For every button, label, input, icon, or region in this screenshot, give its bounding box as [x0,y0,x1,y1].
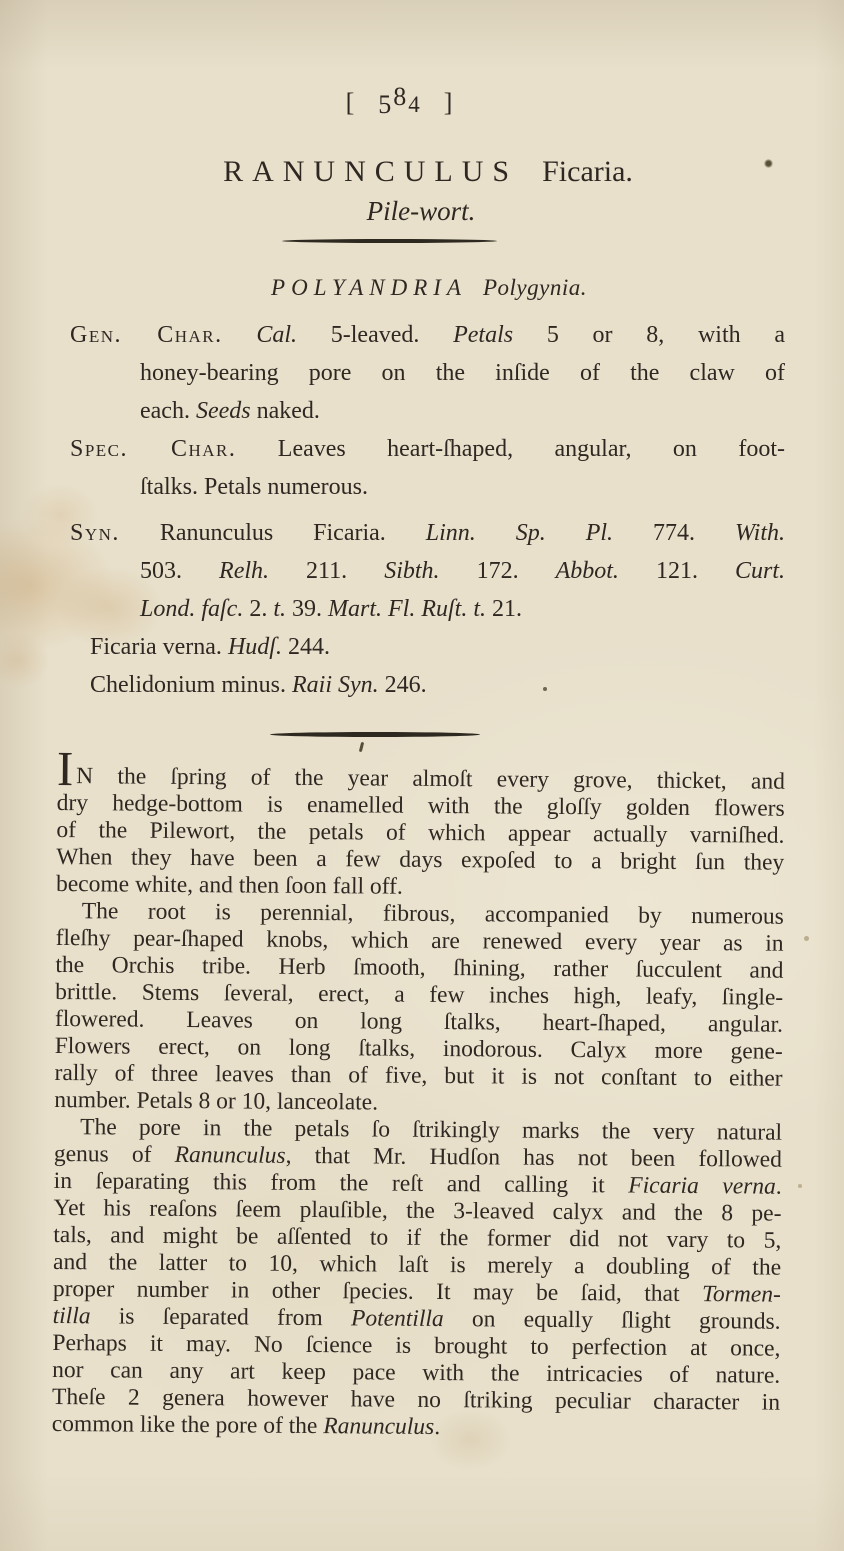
common-name: Pile-wort. [366,196,476,226]
text-run: Ranunculus Ficaria. [119,520,426,546]
italic-text-run: Seeds [195,398,251,424]
page-number-digit: 8 [393,82,409,111]
text-run [223,322,257,348]
text-run: Leaves heart-ſhaped, angular, on foot- [236,436,785,462]
swelled-rule-divider [270,732,480,737]
text-run: honey-bearing pore on the inſide of the claw of [140,360,785,386]
text-line [90,628,785,666]
text-run: 503. [140,558,220,584]
text-run: on equally ſlight grounds. [443,1306,781,1335]
text-run: The root is perennial, fibrous, accompanied by numerous [81,898,784,930]
text-run: dry hedge-bottom is enamelled with the gloſſy golden flowers [56,789,785,822]
text-run: of the Pilewort, the petals of which appear actually varniſhed. [56,816,785,849]
text-run: is ſeparated from [90,1303,352,1332]
linnaean-class-line [57,274,785,302]
class-name: POLYANDRIA [271,275,467,300]
italic-text-run: Petals [453,322,514,348]
text-run: rally of three leaves than of five, but it is not conſtant to either [54,1059,783,1092]
stray-ink-mark [359,742,364,752]
text-run: the Orchis tribe. Herb ſmooth, ſhining, rather ſucculent and [55,951,784,984]
text-run: . [434,1413,441,1441]
text-run: Flowers erect, on long ſtalks, inodorous. Calyx more gene- [54,1032,783,1065]
text-run: 246. [378,672,427,698]
italic-text-run: Abbot. [555,558,619,584]
text-line [140,552,785,590]
generic-character-entry [70,316,785,430]
foxing-speck [798,1184,802,1188]
text-run: 21. [486,596,523,622]
paragraph [54,898,784,1120]
text-run: Ficaria verna. [90,634,228,660]
italic-text-run: Relh. [219,558,270,584]
text-run: 211. [269,558,385,584]
italic-text-run: Tormen- [701,1281,781,1308]
italic-text-run: Ficaria verna [628,1172,776,1200]
right-bracket: ] [443,88,453,117]
page-number [57,82,785,119]
italic-text-run: Lond. faſc. [140,596,244,622]
body-text [51,741,785,1444]
italic-text-run: Curt. [734,558,785,584]
text-run: and the latter to 10, which laſt is merely a doubling of the [52,1248,782,1281]
text-run: flowered. Leaves on long ſtalks, heart-ſhaped, angular. [54,1005,784,1038]
text-run: 5-leaved. [297,322,454,348]
text-run: proper number in other ſpecies. It may be ſaid, that [52,1275,703,1308]
text-line [140,392,785,430]
text-run: , that Mr. Hudſon has not been followed [285,1142,783,1173]
text-run: genus of [53,1140,175,1168]
text-run: The pore in the petals ſo ſtrikingly marks the very natural [80,1114,783,1146]
text-run: ſtalks. Petals numerous. [140,474,368,500]
italic-text-run: Raii Syn. [292,672,379,698]
text-run: each. [140,398,196,424]
small-caps-label: Spec. Char. [70,436,237,462]
italic-text-run: Linn. Sp. Pl. [425,520,614,546]
text-run: Theſe 2 genera however have no ſtriking peculiar character in [51,1383,781,1416]
text-line [70,430,785,468]
italic-text-run: t. [273,596,287,622]
italic-text-run: Ranunculus [174,1141,286,1169]
text-line [140,590,785,628]
text-run: 39. [286,596,329,622]
small-caps-label: Syn. [70,520,120,546]
left-bracket: [ [345,88,355,117]
text-run: 172. [439,558,556,584]
text-run: in ſeparating this from the reſt and calling it [53,1167,629,1199]
text-run: N the ſpring of the year almoſt every grove, thicket, and [76,763,785,795]
opening-initial: I [56,741,77,797]
synonyms-entry [70,514,785,704]
text-run: nor can any art keep pace with the intricacies of nature. [52,1356,781,1389]
foxing-speck [804,936,809,941]
ink-speck [543,687,547,691]
text-run: become white, and then ſoon fall off. [55,870,403,900]
italic-text-run: Potentilla [350,1305,444,1333]
specific-character-entry [70,430,785,506]
page-number-digit: 5 [378,90,394,119]
text-run: fleſhy pear-ſhaped knobs, which are renewed every year as in [55,924,784,957]
text-run: Perhaps it may. No ſcience is brought to perfection at once, [52,1329,781,1362]
swelled-rule-divider [282,239,497,243]
text-run: common like the pore of the [51,1410,324,1440]
small-caps-label: Gen. Char. [70,322,223,348]
text-run: 2. [243,596,274,622]
text-run: 244. [281,634,330,660]
text-run: Chelidonium minus. [90,672,293,698]
paragraph [55,741,785,904]
text-run: Yet his reaſons ſeem plauſible, the 3-leaved calyx and the 8 pe- [53,1194,782,1227]
order-name: Polygynia. [482,275,587,300]
text-line [90,666,785,704]
text-run: number. Petals 8 or 10, lanceolate. [54,1086,379,1116]
ink-speck [764,159,773,168]
italic-text-run: Mart. Fl. Ruſt. t. [328,596,487,622]
text-run: naked. [250,398,320,424]
line-runs [76,763,785,795]
text-line [140,354,785,392]
text-line [52,1411,780,1444]
text-run: 774. [613,520,735,546]
synopsis-block [70,316,785,704]
species-epithet: Ficaria. [542,155,633,188]
paragraph [52,1114,783,1444]
text-run: . [775,1173,782,1200]
text-run: When they have been a few days expoſed to a bright ſun they [56,843,785,876]
italic-text-run: Sibth. [384,558,440,584]
text-line [70,316,785,354]
species-title [57,155,785,189]
text-run: 5 or 8, with a [513,322,785,348]
text-line [70,514,785,552]
text-run: 121. [618,558,735,584]
italic-text-run: tilla [52,1302,91,1330]
italic-text-run: Ranunculus [323,1413,435,1440]
text-run: tals, and might be aſſented to if the former did not vary to 5, [53,1221,782,1254]
italic-text-run: Hudſ. [227,634,282,660]
text-line [140,468,785,506]
italic-text-run: Cal. [256,322,298,348]
genus-name: RANUNCULUS [223,155,519,188]
text-run: brittle. Stems ſeveral, erect, a few inches high, leafy, ſingle- [55,978,784,1011]
italic-text-run: With. [734,520,785,546]
page-number-digit: 4 [408,92,422,117]
